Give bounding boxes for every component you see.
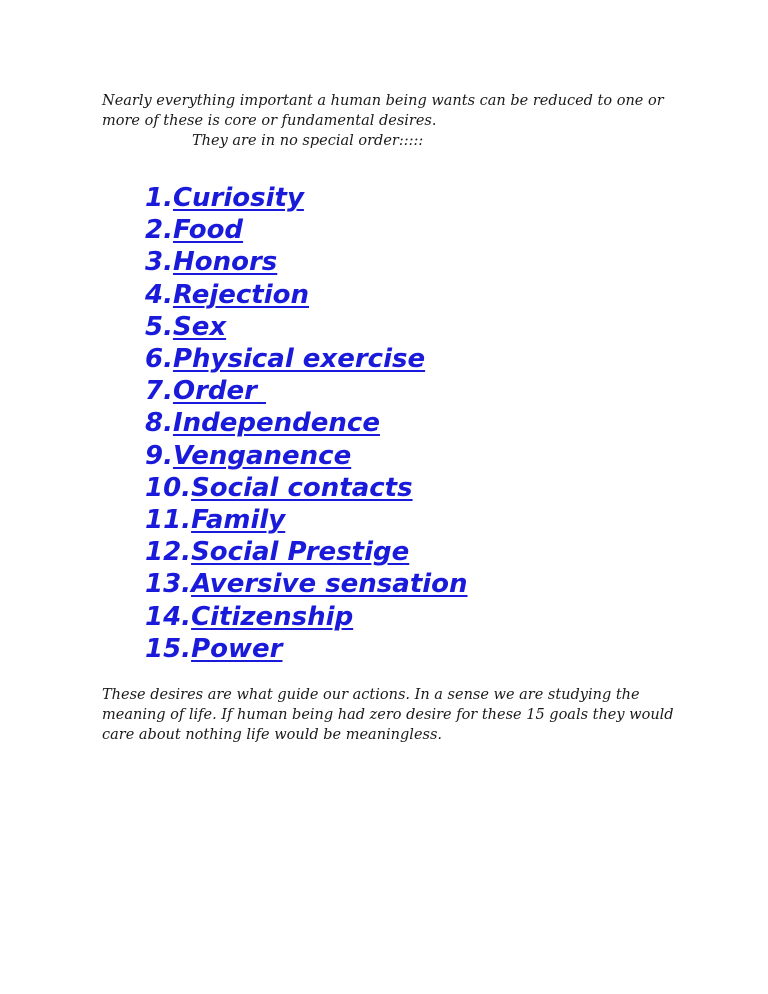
intro-text: Nearly everything important a human being wants can be reduced to one or more of these is core or fundamental desires. [102,93,664,129]
list-item [145,440,468,472]
list-item [145,311,468,343]
desire-link-social-contacts[interactable]: Social contacts [191,472,413,503]
desire-link-order[interactable]: Order [172,376,267,407]
list-item [145,407,468,439]
list-number: 8. [145,408,173,439]
list-number: 2. [145,215,173,246]
intro-paragraph [102,91,702,151]
list-item [145,504,468,536]
intro-order-note: They are in no special order::::: [192,133,424,149]
list-number: 3. [145,247,173,278]
desire-link-family[interactable]: Family [191,505,286,536]
list-number: 15. [145,633,192,664]
list-item [145,568,468,600]
list-item [145,375,468,407]
desire-link-citizenship[interactable]: Citizenship [191,601,354,632]
desire-link-independence[interactable]: Independence [172,408,380,439]
desire-link-aversive-sensation[interactable]: Aversive sensation [191,569,468,600]
list-number: 5. [145,311,173,342]
desire-link-curiosity[interactable]: Curiosity [172,183,304,213]
desire-link-sex[interactable]: Sex [172,311,227,342]
list-number: 1. [145,183,173,213]
list-number: 4. [145,279,173,310]
list-number: 6. [145,344,173,375]
desire-link-rejection[interactable]: Rejection [172,279,309,310]
list-number: 12. [145,537,192,568]
list-item [145,601,468,633]
desire-link-physical-exercise[interactable]: Physical exercise [172,344,426,375]
desire-link-venganence[interactable]: Venganence [172,440,352,471]
list-item [145,182,468,214]
list-item [145,472,468,504]
desires-list [145,182,468,665]
list-number: 9. [145,440,173,471]
list-number: 14. [145,601,192,632]
list-number: 13. [145,569,192,600]
list-item [145,343,468,375]
outro-paragraph: These desires are what guide our actions. In a sense we are studying the meaning of life. If human being had zero desire for these 15 goals they would care about nothing life would be meaningless. [102,687,674,743]
list-number: 11. [145,505,192,536]
list-item [145,633,468,665]
list-number: 7. [145,376,173,407]
list-item [145,279,468,311]
list-item [145,536,468,568]
desire-link-social-prestige[interactable]: Social Prestige [191,537,410,568]
desire-link-honors[interactable]: Honors [172,247,278,278]
list-item [145,246,468,278]
desire-link-power[interactable]: Power [191,633,283,664]
desire-link-food[interactable]: Food [172,215,244,246]
list-number: 10. [145,472,192,503]
list-item [145,214,468,246]
